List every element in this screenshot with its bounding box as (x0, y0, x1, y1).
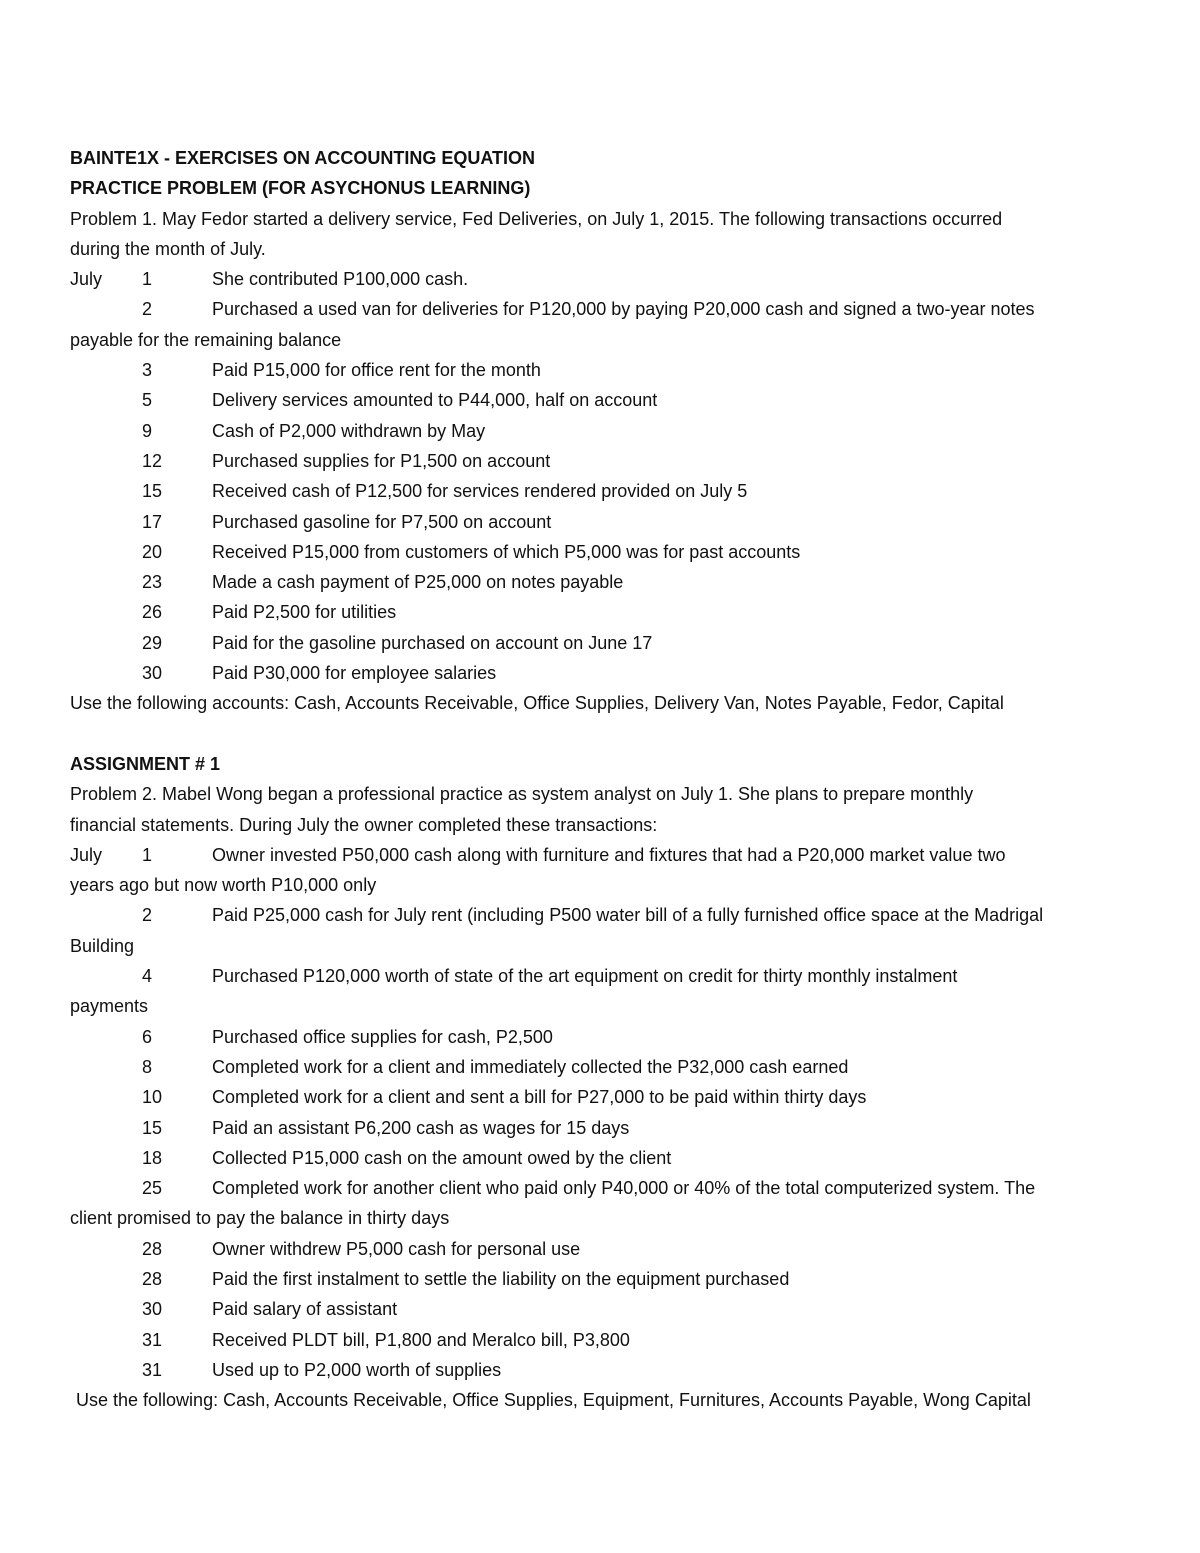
transaction-row (70, 1355, 1150, 1385)
transaction-row (70, 1143, 1150, 1173)
transaction-row (70, 446, 1150, 476)
transaction-day: 28 (142, 1268, 163, 1289)
document-title: BAINTE1X - EXERCISES ON ACCOUNTING EQUATION (70, 148, 536, 168)
transaction-day: 9 (142, 420, 153, 441)
transaction-text: Collected P15,000 cash on the amount owed by the client (212, 1147, 672, 1168)
transaction-row (70, 628, 1150, 658)
transaction-day: 5 (142, 390, 153, 411)
transaction-text: Paid P25,000 cash for July rent (including P500 water bill of a fully furnished office space at the Madrigal (212, 905, 1044, 926)
transaction-row (70, 264, 1150, 294)
transaction-text: Paid salary of assistant (212, 1299, 398, 1320)
transaction-text: Owner invested P50,000 cash along with furniture and fixtures that had a P20,000 market value two (212, 844, 1006, 865)
problem-1 (70, 204, 1150, 719)
transaction-row (70, 1052, 1150, 1082)
problem-1-intro-line-1: Problem 1. May Fedor started a delivery service, Fed Deliveries, on July 1, 2015. The following transactions occurred (70, 208, 1003, 229)
transaction-row (70, 294, 1150, 324)
transaction-text: Paid for the gasoline purchased on account on June 17 (212, 632, 653, 653)
transaction-day: 12 (142, 450, 163, 471)
transaction-day: 10 (142, 1087, 163, 1108)
transaction-row (70, 476, 1150, 506)
transaction-day: 3 (142, 360, 153, 381)
transaction-day: 30 (142, 663, 163, 684)
transaction-day: 4 (142, 966, 153, 987)
transaction-day: 1 (142, 844, 153, 865)
transaction-row (70, 1294, 1150, 1324)
transaction-row (70, 507, 1150, 537)
problem-1-intro-line-2: during the month of July. (70, 238, 266, 259)
transaction-day: 30 (142, 1299, 163, 1320)
transaction-day: 29 (142, 632, 163, 653)
section-spacer (70, 719, 1150, 749)
transaction-row (70, 1173, 1150, 1203)
transaction-row (70, 840, 1150, 870)
transaction-row (70, 567, 1150, 597)
transaction-text: Received PLDT bill, P1,800 and Meralco bill, P3,800 (212, 1329, 630, 1350)
transaction-row (70, 537, 1150, 567)
transaction-text: Completed work for a client and immediately collected the P32,000 cash earned (212, 1056, 849, 1077)
transaction-text: Paid P30,000 for employee salaries (212, 663, 497, 684)
transaction-day: 31 (142, 1359, 163, 1380)
transaction-text: Paid P2,500 for utilities (212, 602, 397, 623)
transaction-text: Purchased P120,000 worth of state of the art equipment on credit for thirty monthly instalment (212, 966, 958, 987)
transaction-text: Used up to P2,000 worth of supplies (212, 1359, 502, 1380)
transaction-day: 17 (142, 511, 163, 532)
problem-2-intro-line-2: financial statements. During July the owner completed these transactions: (70, 814, 658, 835)
transaction-text: Purchased supplies for P1,500 on account (212, 450, 551, 471)
transaction-row (70, 1113, 1150, 1143)
month-label: July (70, 844, 103, 865)
transaction-continuation: years ago but now worth P10,000 only (70, 875, 377, 896)
document-subtitle: PRACTICE PROBLEM (FOR ASYCHONUS LEARNING) (70, 178, 531, 199)
transaction-text: Made a cash payment of P25,000 on notes payable (212, 572, 624, 593)
transaction-text: Received P15,000 from customers of which P5,000 was for past accounts (212, 541, 801, 562)
transaction-row (70, 416, 1150, 446)
transaction-row (70, 1082, 1150, 1112)
transaction-day: 31 (142, 1329, 163, 1350)
transaction-row (70, 658, 1150, 688)
transaction-day: 18 (142, 1147, 163, 1168)
transaction-row (70, 597, 1150, 627)
transaction-continuation: payments (70, 996, 149, 1017)
transaction-text: Paid P15,000 for office rent for the month (212, 360, 541, 381)
transaction-row (70, 355, 1150, 385)
transaction-text: Received cash of P12,500 for services rendered provided on July 5 (212, 481, 748, 502)
transaction-text: Paid the first instalment to settle the liability on the equipment purchased (212, 1268, 790, 1289)
transaction-row (70, 900, 1150, 930)
transaction-text: Cash of P2,000 withdrawn by May (212, 420, 486, 441)
document-page (70, 143, 1150, 1415)
transaction-text: Delivery services amounted to P44,000, half on account (212, 390, 658, 411)
transaction-text: Purchased office supplies for cash, P2,500 (212, 1026, 553, 1047)
transaction-text: Completed work for a client and sent a bill for P27,000 to be paid within thirty days (212, 1087, 867, 1108)
transaction-day: 23 (142, 572, 163, 593)
transaction-text: Owner withdrew P5,000 cash for personal use (212, 1238, 581, 1259)
month-label: July (70, 269, 103, 290)
transaction-day: 8 (142, 1056, 153, 1077)
transaction-row (70, 961, 1150, 991)
problem-2-accounts: Use the following: Cash, Accounts Receivable, Office Supplies, Equipment, Furnitures, Accounts Payable, Wong Capital (76, 1390, 1031, 1411)
transaction-text: Paid an assistant P6,200 cash as wages for 15 days (212, 1117, 630, 1138)
transaction-day: 1 (142, 269, 153, 290)
transaction-continuation: payable for the remaining balance (70, 329, 342, 350)
transaction-day: 6 (142, 1026, 153, 1047)
transaction-continuation: client promised to pay the balance in thirty days (70, 1208, 450, 1229)
problem-1-accounts: Use the following accounts: Cash, Accounts Receivable, Office Supplies, Delivery Van, Notes Payable, Fedor, Capital (70, 693, 1004, 714)
assignment-heading: ASSIGNMENT # 1 (70, 753, 221, 774)
transaction-text: Completed work for another client who paid only P40,000 or 40% of the total computerized system. The (212, 1178, 1036, 1199)
transaction-day: 20 (142, 541, 163, 562)
transaction-continuation: Building (70, 935, 135, 956)
transaction-day: 28 (142, 1238, 163, 1259)
transaction-text: Purchased a used van for deliveries for P120,000 by paying P20,000 cash and signed a two-year notes (212, 299, 1035, 320)
problem-2 (70, 779, 1150, 1415)
transaction-text: She contributed P100,000 cash. (212, 269, 469, 290)
problem-2-intro-line-1: Problem 2. Mabel Wong began a professional practice as system analyst on July 1. She plans to prepare monthly (70, 784, 974, 805)
transaction-day: 25 (142, 1178, 163, 1199)
transaction-row (70, 1325, 1150, 1355)
transaction-row (70, 1022, 1150, 1052)
transaction-row (70, 1264, 1150, 1294)
transaction-day: 15 (142, 1117, 163, 1138)
transaction-day: 26 (142, 602, 163, 623)
transaction-day: 15 (142, 481, 163, 502)
transaction-day: 2 (142, 299, 153, 320)
transaction-text: Purchased gasoline for P7,500 on account (212, 511, 552, 532)
transaction-day: 2 (142, 905, 153, 926)
transaction-row (70, 1234, 1150, 1264)
transaction-row (70, 385, 1150, 415)
